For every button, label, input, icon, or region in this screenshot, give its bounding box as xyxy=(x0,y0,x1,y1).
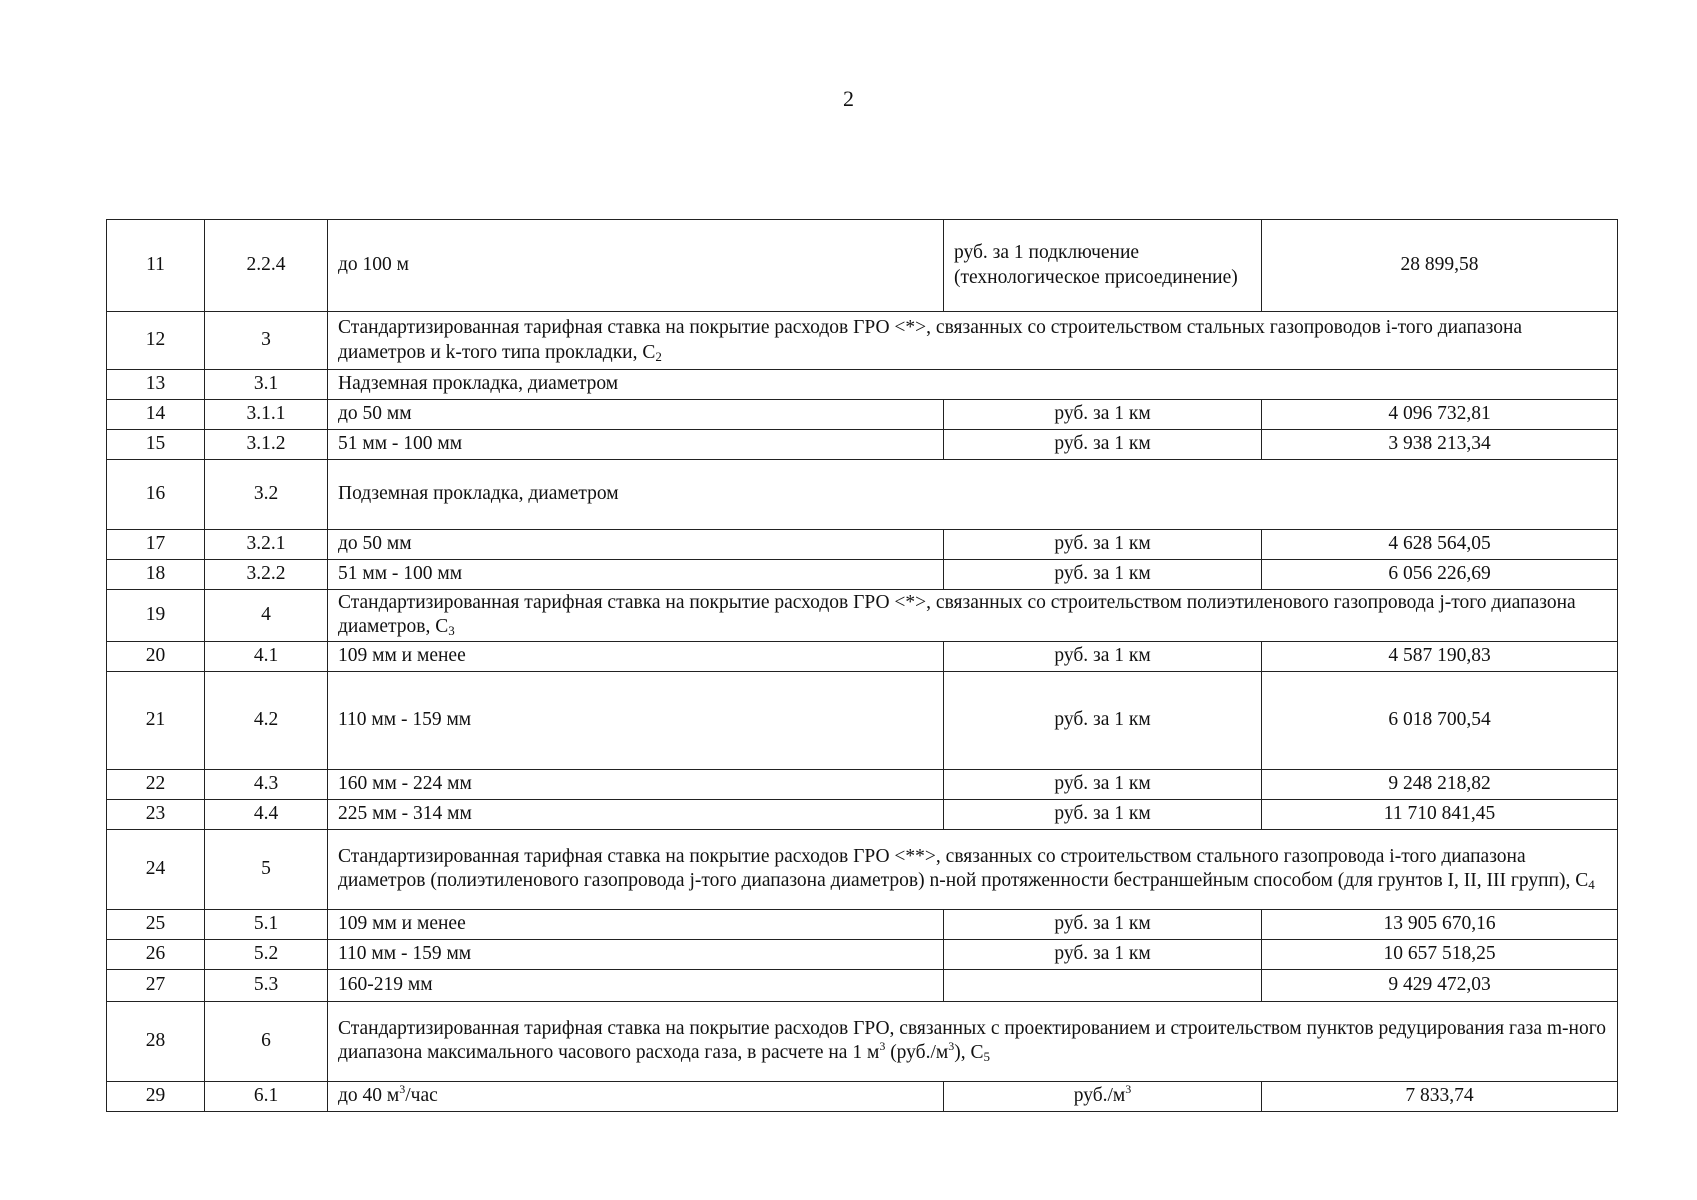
row-value: 4 587 190,83 xyxy=(1262,641,1618,671)
row-code: 5.2 xyxy=(205,939,328,969)
row-unit: руб. за 1 км xyxy=(944,560,1262,590)
row-code: 4.1 xyxy=(205,641,328,671)
row-unit: руб. за 1 км xyxy=(944,769,1262,799)
row-index: 26 xyxy=(107,939,205,969)
row-unit: руб. за 1 км xyxy=(944,909,1262,939)
row-index: 12 xyxy=(107,312,205,370)
row-value: 28 899,58 xyxy=(1262,220,1618,312)
row-description: 160-219 мм xyxy=(328,969,944,1001)
row-index: 18 xyxy=(107,560,205,590)
row-value: 4 628 564,05 xyxy=(1262,530,1618,560)
row-code: 3.2 xyxy=(205,460,328,530)
row-value: 9 429 472,03 xyxy=(1262,969,1618,1001)
row-code: 4.2 xyxy=(205,671,328,769)
row-code: 5.1 xyxy=(205,909,328,939)
row-code: 3.2.1 xyxy=(205,530,328,560)
table-row xyxy=(107,1081,1618,1111)
row-index: 28 xyxy=(107,1001,205,1081)
row-description: Стандартизированная тарифная ставка на покрытие расходов ГРО <*>, связанных со строительством стальных газопроводов i-того диапазона диаметров и k-того типа прокладки, $С_2$ xyxy=(328,312,1618,370)
table-row xyxy=(107,641,1618,671)
row-description: 109 мм и менее xyxy=(328,641,944,671)
table-row xyxy=(107,939,1618,969)
row-code: 6.1 xyxy=(205,1081,328,1111)
table-row xyxy=(107,829,1618,909)
row-index: 16 xyxy=(107,460,205,530)
row-description: Подземная прокладка, диаметром xyxy=(328,460,1618,530)
table-row xyxy=(107,909,1618,939)
row-index: 17 xyxy=(107,530,205,560)
row-index: 14 xyxy=(107,400,205,430)
table-row xyxy=(107,530,1618,560)
row-code: 3 xyxy=(205,312,328,370)
row-value: 6 018 700,54 xyxy=(1262,671,1618,769)
row-value: 13 905 670,16 xyxy=(1262,909,1618,939)
row-index: 20 xyxy=(107,641,205,671)
row-unit: руб. за 1 км xyxy=(944,400,1262,430)
row-description: 160 мм - 224 мм xyxy=(328,769,944,799)
row-value: 11 710 841,45 xyxy=(1262,799,1618,829)
row-description: до 50 мм xyxy=(328,530,944,560)
row-code: 3.1.1 xyxy=(205,400,328,430)
row-index: 27 xyxy=(107,969,205,1001)
page-number: 2 xyxy=(843,86,854,111)
row-code: 6 xyxy=(205,1001,328,1081)
row-index: 22 xyxy=(107,769,205,799)
row-value: 9 248 218,82 xyxy=(1262,769,1618,799)
row-unit: руб. за 1 км xyxy=(944,641,1262,671)
table-row xyxy=(107,799,1618,829)
row-description: Стандартизированная тарифная ставка на покрытие расходов ГРО <*>, связанных со строительством полиэтиленового газопровода j-того диапазона диаметров, $С_3$ xyxy=(328,590,1618,642)
row-code: 2.2.4 xyxy=(205,220,328,312)
row-index: 29 xyxy=(107,1081,205,1111)
tariff-table xyxy=(106,219,1618,1112)
row-description: до 50 мм xyxy=(328,400,944,430)
row-code: 4.3 xyxy=(205,769,328,799)
table-row xyxy=(107,969,1618,1001)
row-description: 51 мм - 100 мм xyxy=(328,560,944,590)
row-value: 6 056 226,69 xyxy=(1262,560,1618,590)
table-row xyxy=(107,400,1618,430)
table-row xyxy=(107,590,1618,642)
row-code: 5.3 xyxy=(205,969,328,1001)
row-description: 109 мм и менее xyxy=(328,909,944,939)
row-description: 110 мм - 159 мм xyxy=(328,939,944,969)
row-description: Стандартизированная тарифная ставка на покрытие расходов ГРО, связанных с проектированием и строительством пунктов редуцирования газа m-ного диапазона максимального часового расхода газа, в расчете на 1 $м^3$ $(руб./м^3)$, $С_5$ xyxy=(328,1001,1618,1081)
row-index: 13 xyxy=(107,370,205,400)
row-index: 19 xyxy=(107,590,205,642)
row-index: 21 xyxy=(107,671,205,769)
row-description: до 40 $м^3$/час xyxy=(328,1081,944,1111)
table-row xyxy=(107,312,1618,370)
row-unit: $руб./м^3$ xyxy=(944,1081,1262,1111)
row-unit: руб. за 1 км xyxy=(944,671,1262,769)
row-code: 3.2.2 xyxy=(205,560,328,590)
row-code: 4.4 xyxy=(205,799,328,829)
row-code: 5 xyxy=(205,829,328,909)
row-unit: руб. за 1 км xyxy=(944,430,1262,460)
row-index: 23 xyxy=(107,799,205,829)
row-unit: руб. за 1 км xyxy=(944,530,1262,560)
row-description: 225 мм - 314 мм xyxy=(328,799,944,829)
row-unit: руб. за 1 подключение (технологическое присоединение) xyxy=(944,220,1262,312)
row-value: 4 096 732,81 xyxy=(1262,400,1618,430)
row-code: 3.1.2 xyxy=(205,430,328,460)
row-value: 7 833,74 xyxy=(1262,1081,1618,1111)
row-code: 3.1 xyxy=(205,370,328,400)
table-row xyxy=(107,460,1618,530)
table-row xyxy=(107,370,1618,400)
row-index: 25 xyxy=(107,909,205,939)
row-unit: руб. за 1 км xyxy=(944,939,1262,969)
row-unit xyxy=(944,969,1262,1001)
row-code: 4 xyxy=(205,590,328,642)
row-description: 51 мм - 100 мм xyxy=(328,430,944,460)
row-value: 3 938 213,34 xyxy=(1262,430,1618,460)
row-unit: руб. за 1 км xyxy=(944,799,1262,829)
table-row xyxy=(107,430,1618,460)
row-description: до 100 м xyxy=(328,220,944,312)
table-row xyxy=(107,769,1618,799)
row-description: 110 мм - 159 мм xyxy=(328,671,944,769)
row-index: 11 xyxy=(107,220,205,312)
table-row xyxy=(107,671,1618,769)
table-row xyxy=(107,560,1618,590)
row-index: 15 xyxy=(107,430,205,460)
row-index: 24 xyxy=(107,829,205,909)
row-description: Надземная прокладка, диаметром xyxy=(328,370,1618,400)
table-row xyxy=(107,220,1618,312)
table-row xyxy=(107,1001,1618,1081)
row-description: Стандартизированная тарифная ставка на покрытие расходов ГРО <**>, связанных со строительством стального газопровода i-того диапазона диаметров (полиэтиленового газопровода j-того диапазона диаметров) n-ной протяженности бестраншейным способом (для грунтов I, II, III групп), $С_4$ xyxy=(328,829,1618,909)
row-value: 10 657 518,25 xyxy=(1262,939,1618,969)
